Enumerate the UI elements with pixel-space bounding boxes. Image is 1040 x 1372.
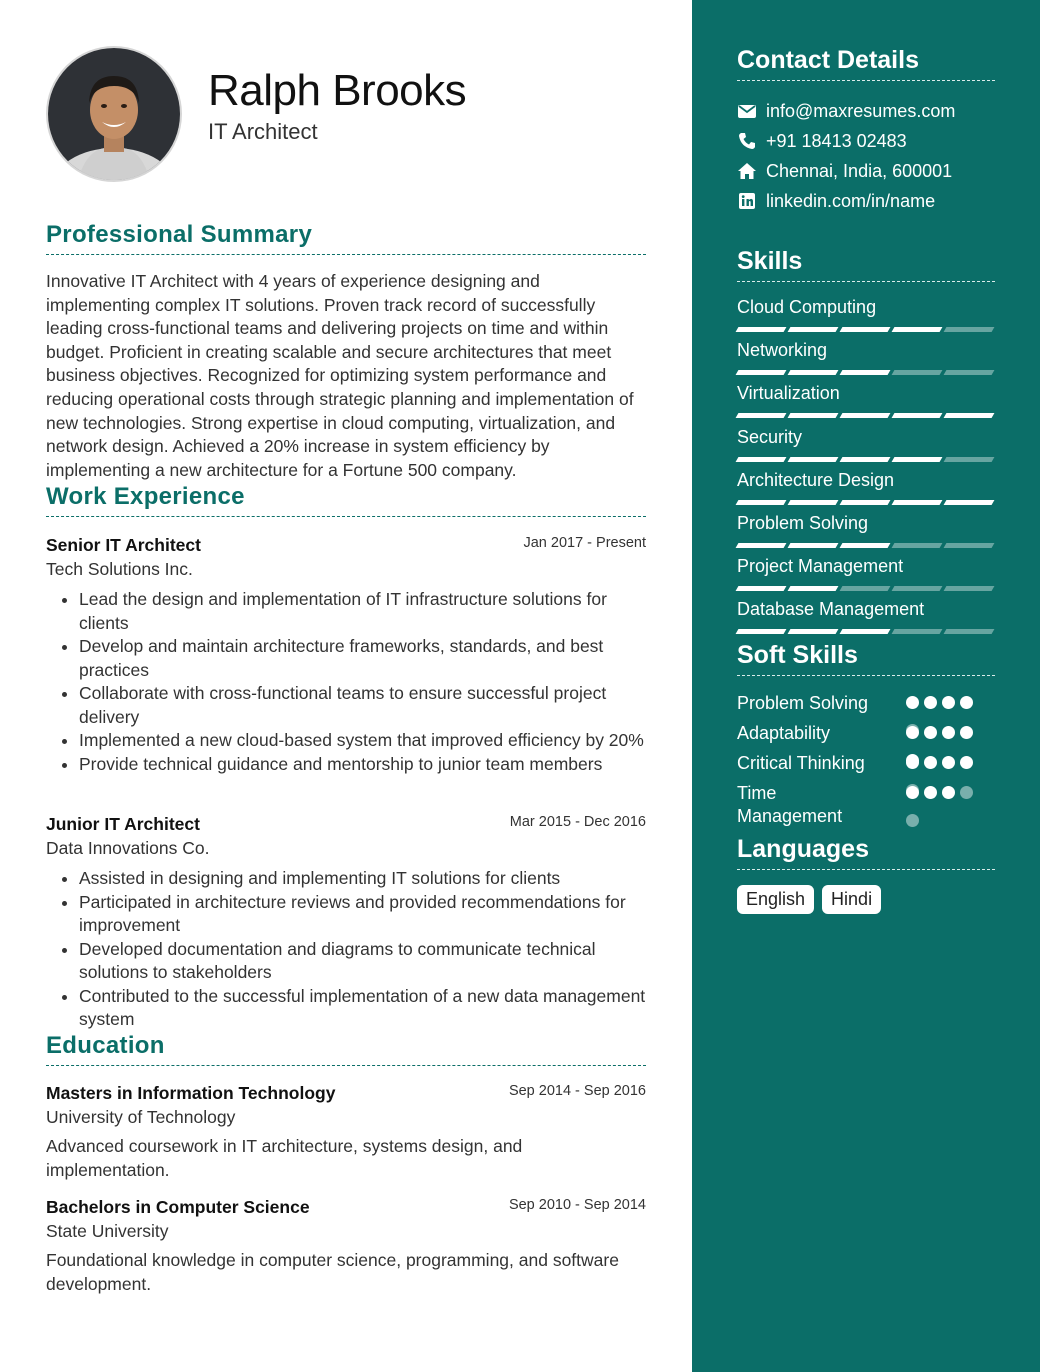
skill-item <box>737 340 995 375</box>
skill-level-segment <box>944 457 995 462</box>
skill-item <box>737 427 995 462</box>
skill-name: Cloud Computing <box>737 297 877 317</box>
skill-level-segment <box>944 327 995 332</box>
envelope-icon <box>737 102 757 120</box>
phone-icon <box>737 132 757 150</box>
job-bullet: • Developed documentation and diagrams to communicate technical solutions to stakeholders <box>79 938 646 985</box>
skill-level-segment <box>788 543 839 548</box>
rating-dot <box>906 756 919 769</box>
skill-level-bar <box>737 413 995 418</box>
contact-phone[interactable] <box>737 131 995 152</box>
soft-skill-item <box>737 752 995 775</box>
skill-item <box>737 513 995 548</box>
skill-level-segment <box>944 370 995 375</box>
job-bullets <box>46 867 646 1032</box>
skill-level-segment <box>892 370 943 375</box>
skill-level-segment <box>944 543 995 548</box>
contact-heading: Contact Details <box>737 46 995 81</box>
rating-dot <box>924 786 937 799</box>
skill-name: Project Management <box>737 556 904 577</box>
skill-level-segment <box>736 370 787 375</box>
profile-photo <box>48 48 180 180</box>
soft-skill-name: Critical Thinking <box>737 753 865 773</box>
rating-dot <box>906 814 919 827</box>
job-role: Junior IT Architect <box>46 814 200 834</box>
soft-skill-name: Adaptability <box>737 723 831 743</box>
avatar <box>46 46 182 182</box>
skill-level-segment <box>736 413 787 418</box>
soft-skill-item <box>737 722 995 745</box>
job-bullet: • Provide technical guidance and mentorship to junior team members <box>79 753 646 777</box>
skill-name: Networking <box>737 340 828 361</box>
skill-level-bar <box>737 586 995 591</box>
skill-level-segment <box>840 457 891 462</box>
language-tag: English <box>737 885 814 914</box>
skill-level-bar <box>737 500 995 505</box>
experience-heading: Work Experience <box>46 483 646 517</box>
school-name: University of Technology <box>46 1107 236 1127</box>
job-bullet: • Assisted in designing and implementing IT solutions for clients <box>79 867 646 891</box>
job-entry <box>46 535 646 776</box>
rating-dot <box>960 756 973 769</box>
skill-level-segment <box>788 327 839 332</box>
linkedin-text: linkedin.com/in/name <box>766 191 936 211</box>
skill-level-segment <box>892 500 943 505</box>
skill-level-segment <box>840 586 891 591</box>
skill-level-segment <box>788 500 839 505</box>
contact-linkedin[interactable] <box>737 191 995 212</box>
skill-level-segment <box>736 327 787 332</box>
candidate-name: Ralph Brooks <box>208 66 467 115</box>
job-bullet: • Implemented a new cloud-based system that improved efficiency by 20% <box>79 729 646 753</box>
skill-name: Security <box>737 426 803 447</box>
contact-address <box>737 161 995 182</box>
job-bullet: • Contributed to the successful implementation of a new data management system <box>79 985 646 1032</box>
rating-dot <box>924 696 937 709</box>
school-name: State University <box>46 1221 169 1241</box>
skill-level-bar <box>737 327 995 332</box>
skill-level-segment <box>944 586 995 591</box>
skill-level-segment <box>788 413 839 418</box>
skill-item <box>737 599 995 634</box>
skill-level-segment <box>892 543 943 548</box>
skill-name: Problem Solving <box>737 513 869 533</box>
skill-item <box>737 383 995 418</box>
degree-name: Masters in Information Technology <box>46 1083 336 1103</box>
rating-dot <box>942 786 955 799</box>
skill-level-segment <box>840 543 891 548</box>
job-bullet: • Collaborate with cross-functional teams to ensure successful project delivery <box>79 682 646 729</box>
email-text: info@maxresumes.com <box>766 101 956 121</box>
skill-level-segment <box>788 586 839 591</box>
skill-level-bar <box>737 370 995 375</box>
skill-level-segment <box>892 629 943 634</box>
skill-level-segment <box>736 543 787 548</box>
skill-level-segment <box>892 327 943 332</box>
job-role: Senior IT Architect <box>46 535 201 555</box>
rating-dot <box>924 726 937 739</box>
rating-dot <box>960 726 973 739</box>
skill-level-segment <box>892 413 943 418</box>
rating-dot <box>960 696 973 709</box>
job-bullet: • Lead the design and implementation of IT infrastructure solutions for clients <box>79 588 646 635</box>
skill-level-segment <box>788 370 839 375</box>
languages-list <box>737 885 881 914</box>
soft-skills-heading: Soft Skills <box>737 641 995 676</box>
skill-level-segment <box>840 370 891 375</box>
skills-heading: Skills <box>737 247 995 282</box>
candidate-title: IT Architect <box>208 119 318 144</box>
soft-skill-item <box>737 692 995 715</box>
skill-item <box>737 556 995 591</box>
skill-level-segment <box>944 629 995 634</box>
skill-level-segment <box>892 457 943 462</box>
skill-level-segment <box>736 629 787 634</box>
skill-level-segment <box>840 327 891 332</box>
skill-level-segment <box>788 629 839 634</box>
skill-level-bar <box>737 543 995 548</box>
job-dates: Jan 2017 - Present <box>523 535 646 551</box>
skill-item <box>737 470 995 505</box>
rating-dot <box>906 726 919 739</box>
home-icon <box>737 162 757 180</box>
skill-level-segment <box>944 500 995 505</box>
education-dates: Sep 2010 - Sep 2014 <box>508 1197 646 1213</box>
rating-dot <box>906 786 919 799</box>
sidebar <box>692 0 1040 1372</box>
phone-text: +91 18413 02483 <box>766 131 907 151</box>
rating-dot <box>942 726 955 739</box>
skill-level-segment <box>944 413 995 418</box>
address-text: Chennai, India, 600001 <box>766 161 953 181</box>
education-entry <box>46 1083 646 1182</box>
soft-skill-item <box>737 782 995 828</box>
skill-level-bar <box>737 457 995 462</box>
skill-level-segment <box>892 586 943 591</box>
skill-level-segment <box>736 457 787 462</box>
skill-item <box>737 297 995 332</box>
education-desc: Foundational knowledge in computer science, programming, and software development. <box>46 1250 619 1294</box>
job-company: Tech Solutions Inc. <box>46 559 193 579</box>
rating-dot <box>942 756 955 769</box>
skill-level-segment <box>788 457 839 462</box>
skill-name: Database Management <box>737 599 925 620</box>
rating-dot <box>924 756 937 769</box>
degree-name: Bachelors in Computer Science <box>46 1197 310 1217</box>
soft-skill-name: Problem Solving <box>737 693 869 713</box>
linkedin-icon <box>737 192 757 210</box>
job-bullet: • Develop and maintain architecture frameworks, standards, and best practices <box>79 635 646 682</box>
job-bullets <box>46 588 646 776</box>
soft-skill-name: Time Management <box>737 783 843 826</box>
languages-heading: Languages <box>737 835 995 870</box>
skill-level-segment <box>736 586 787 591</box>
education-heading: Education <box>46 1032 646 1066</box>
skill-level-segment <box>840 629 891 634</box>
summary-text: Innovative IT Architect with 4 years of experience designing and implementing complex IT solutions. Proven track record of successfully leading cross-functional teams and delivering projects on time and within budget. Proficient in creating scalable and secure architectures that meet business objectives. Recognized for optimizing system performance and reducing operational costs through strategic planning and implementation of new technologies. Strong expertise in cloud computing, virtualization, and network design. Achieved a 20% increase in system efficiency by implementing a new architecture for a Fortune 500 company. <box>46 271 634 480</box>
job-bullet: • Participated in architecture reviews and provided recommendations for improvement <box>79 891 646 938</box>
summary-heading: Professional Summary <box>46 221 646 255</box>
skill-level-segment <box>736 500 787 505</box>
skill-name: Virtualization <box>737 383 840 404</box>
education-entry <box>46 1197 646 1296</box>
contact-email[interactable] <box>737 101 995 122</box>
job-entry <box>46 814 646 1032</box>
language-tag: Hindi <box>822 885 881 914</box>
rating-dot <box>960 786 973 799</box>
education-desc: Advanced coursework in IT architecture, systems design, and implementation. <box>46 1136 523 1180</box>
job-company: Data Innovations Co. <box>46 838 210 858</box>
soft-skill-rating <box>906 786 978 842</box>
skill-level-bar <box>737 629 995 634</box>
rating-dot <box>942 696 955 709</box>
skill-level-segment <box>840 413 891 418</box>
skill-level-segment <box>840 500 891 505</box>
skill-name: Architecture Design <box>737 469 895 490</box>
education-dates: Sep 2014 - Sep 2016 <box>508 1083 646 1099</box>
job-dates: Mar 2015 - Dec 2016 <box>509 814 646 830</box>
rating-dot <box>906 696 919 709</box>
